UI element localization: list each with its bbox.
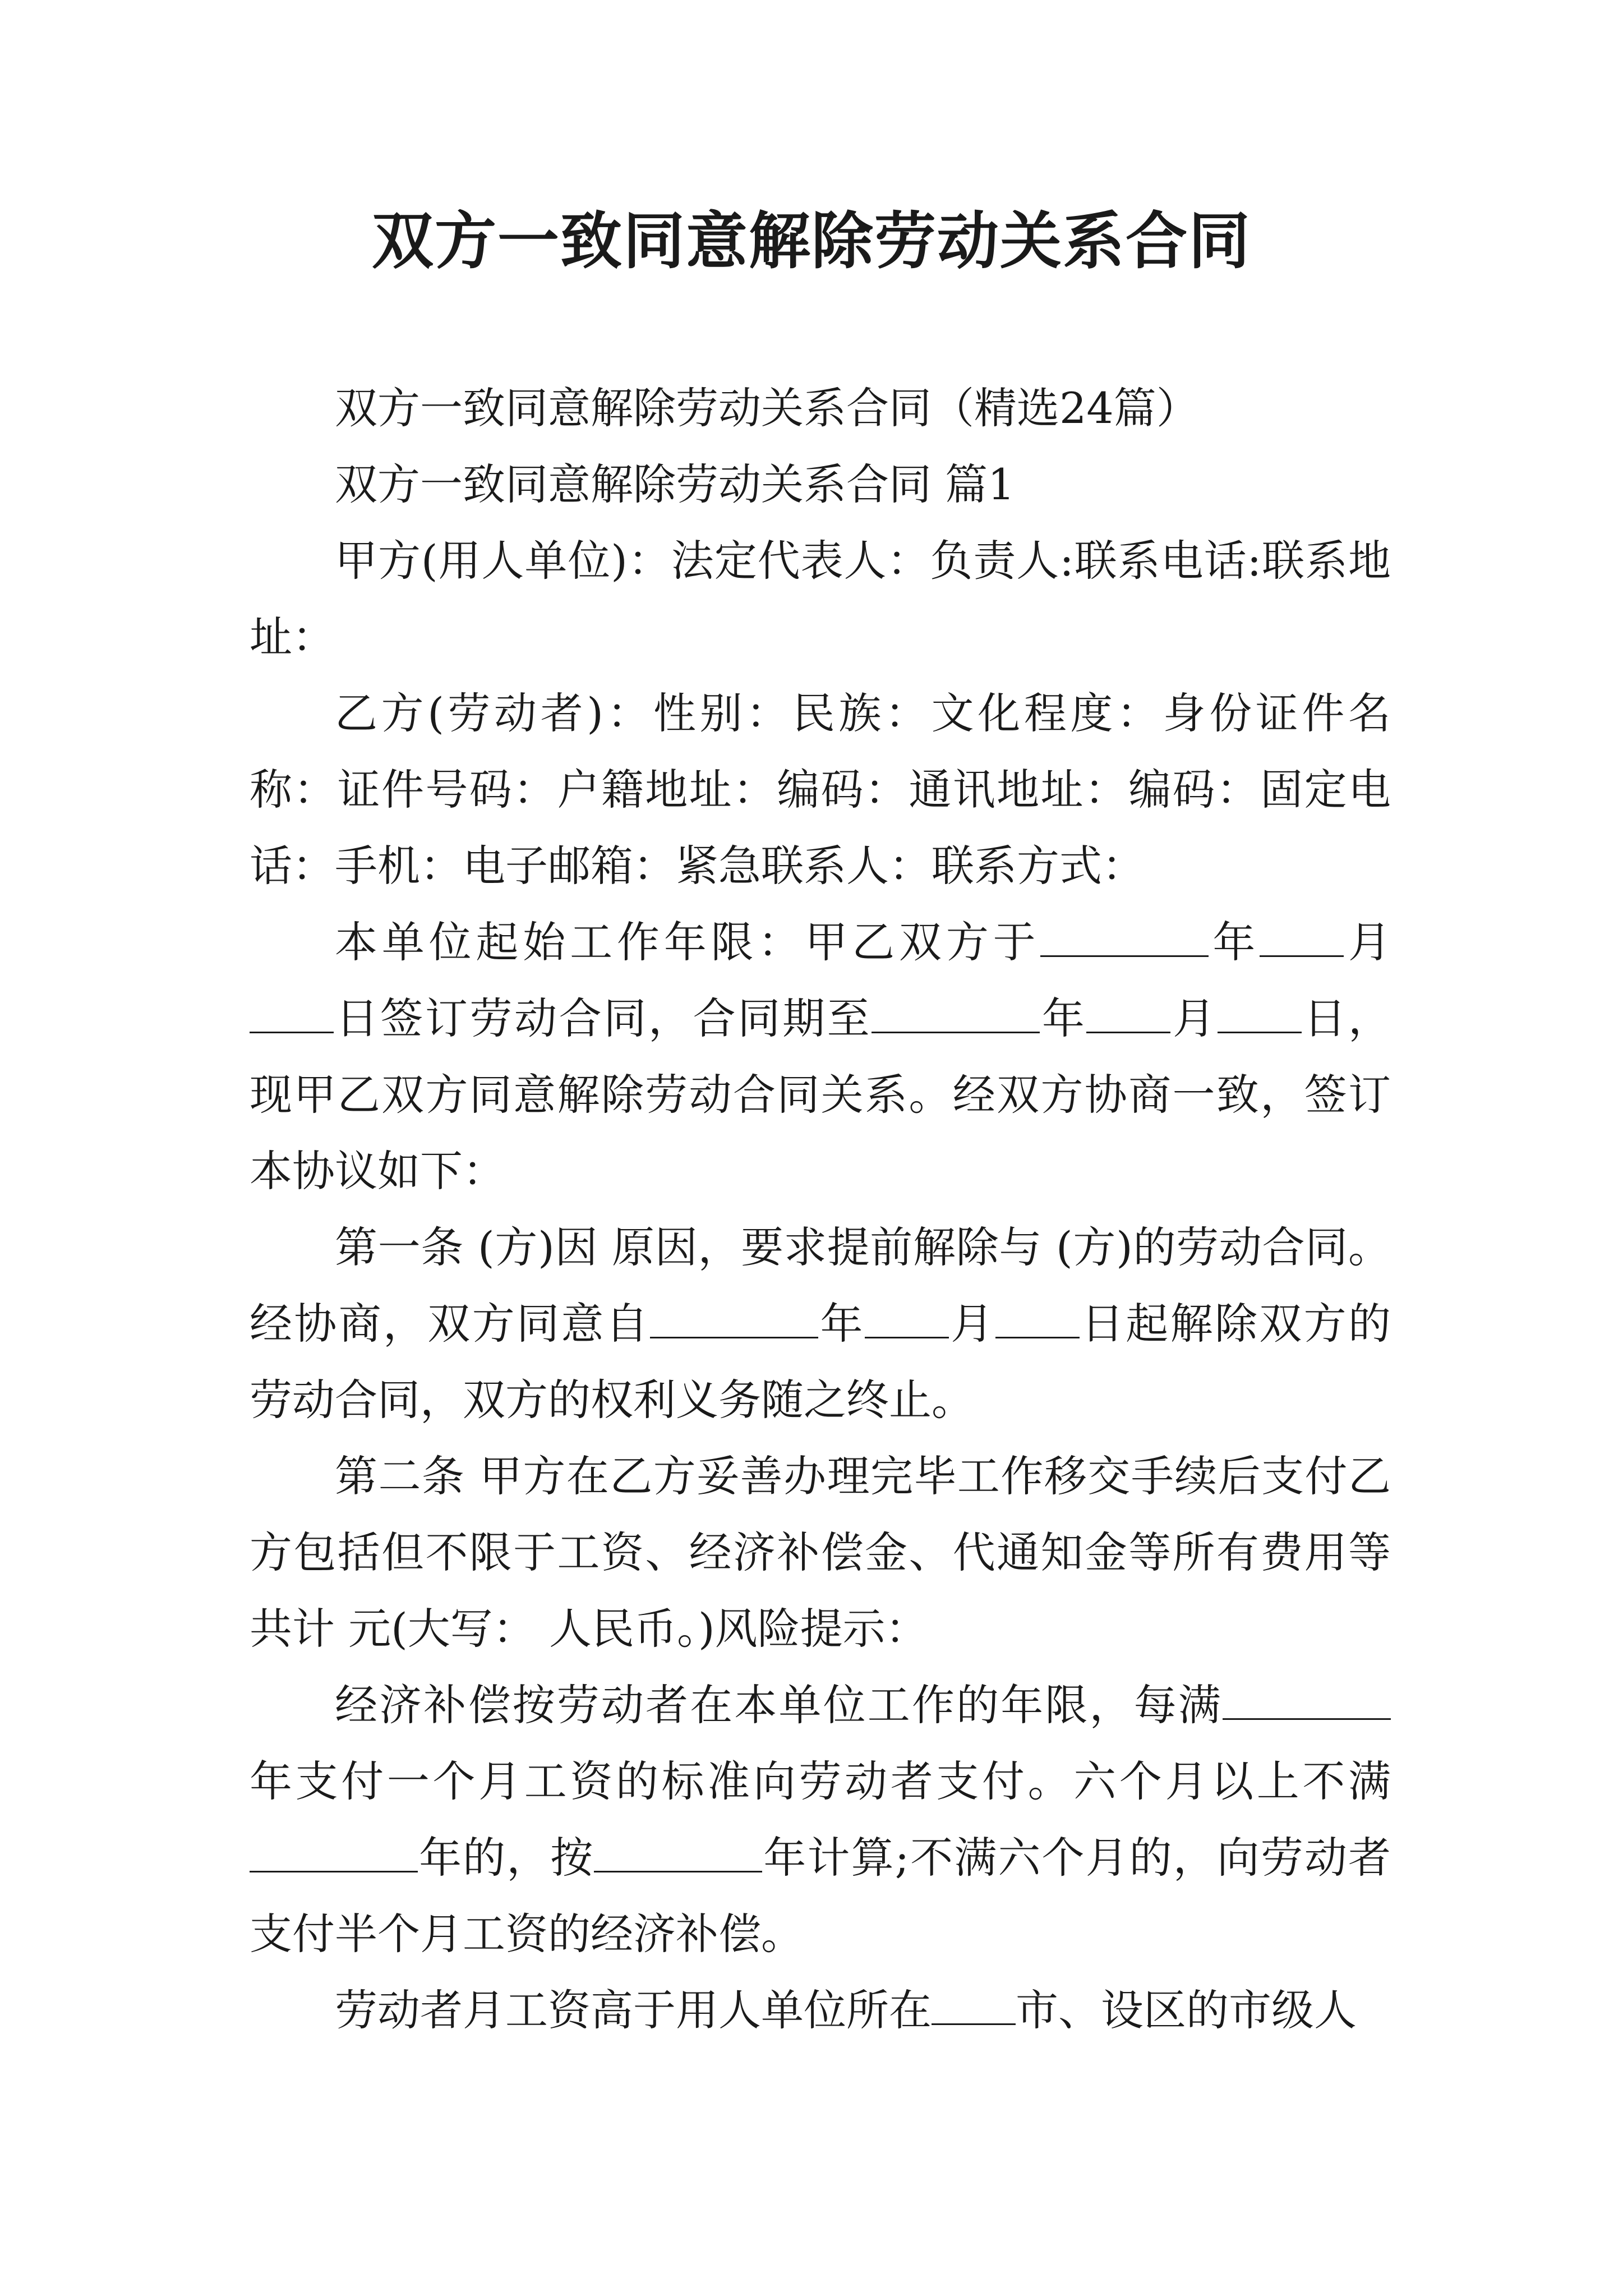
paragraph-article-2: 第二条 甲方在乙方妥善办理完毕工作移交手续后支付乙方包括但不限于工资、经济补偿金、代通知金等所有费用等共计 元(大写： 人民币。)风险提示： [250, 1451, 1391, 1654]
paragraph-wage-limit [250, 1972, 1391, 2049]
text-segment: 年 [1040, 993, 1087, 1043]
text-segment: 月 [1344, 917, 1391, 967]
paragraph-section-heading: 双方一致同意解除劳动关系合同 篇1 [335, 459, 1015, 509]
paragraph-party-b: 乙方(劳动者)：性别：民族：文化程度：身份证件名称：证件号码：户籍地址：编码：通讯地址：编码：固定电话：手机：电子邮箱：紧急联系人：联系方式： [250, 688, 1391, 891]
paragraph-start-date [250, 904, 1391, 1209]
blank-field [1218, 998, 1302, 1033]
paragraph-article-1 [250, 1209, 1391, 1438]
blank-field [650, 1303, 818, 1338]
blank-field [1223, 1685, 1391, 1720]
blank-field [865, 1303, 949, 1338]
paragraph-party-a: 甲方(用人单位)：法定代表人：负责人:联系电话:联系地址： [250, 536, 1391, 662]
blank-field [594, 1837, 762, 1872]
document-body [250, 370, 1391, 2049]
blank-field [1086, 998, 1170, 1033]
text-segment: 年 [1208, 917, 1260, 967]
document-title: 双方一致同意解除劳动关系合同 [372, 205, 1251, 277]
text-segment: 月 [1170, 993, 1218, 1043]
blank-field [250, 1837, 418, 1872]
text-segment: 劳动者月工资高于用人单位所在 [335, 1985, 932, 2035]
text-segment: 经济补偿按劳动者在本单位工作的年限，每满 [335, 1680, 1223, 1730]
blank-field [872, 998, 1040, 1033]
text-segment: 年支付一个月工资的标准向劳动者支付。六个月以上不满 [250, 1756, 1391, 1806]
text-segment: 年计算;不满六个月的，向劳动者支付半个月工资的经济补偿。 [250, 1833, 1391, 1959]
blank-field [1040, 922, 1209, 957]
blank-field [250, 998, 334, 1033]
text-segment: 月 [948, 1299, 995, 1349]
paragraph-subtitle: 双方一致同意解除劳动关系合同（精选24篇） [335, 383, 1199, 433]
blank-field [932, 1990, 1016, 2025]
paragraph-compensation [250, 1667, 1391, 1972]
text-segment: 日，现甲乙双方同意解除劳动合同关系。经双方协商一致，签订本协议如下： [250, 993, 1391, 1196]
text-segment: 年 [818, 1299, 865, 1349]
text-segment: 本单位起始工作年限：甲乙双方于 [335, 917, 1040, 967]
text-segment: 日起解除双方的劳动合同，双方的权利义务随之终止。 [250, 1299, 1391, 1425]
blank-field [1260, 922, 1344, 957]
text-segment: 年的，按 [418, 1833, 594, 1883]
text-segment: 第一条 (方)因 原因，要求提前解除与 (方)的劳动合同。经协商，双方同意自 [250, 1222, 1391, 1349]
text-segment: 市、设区的市级人 [1016, 1985, 1357, 2035]
blank-field [995, 1303, 1080, 1338]
text-segment: 日签订劳动合同，合同期至 [334, 993, 872, 1043]
